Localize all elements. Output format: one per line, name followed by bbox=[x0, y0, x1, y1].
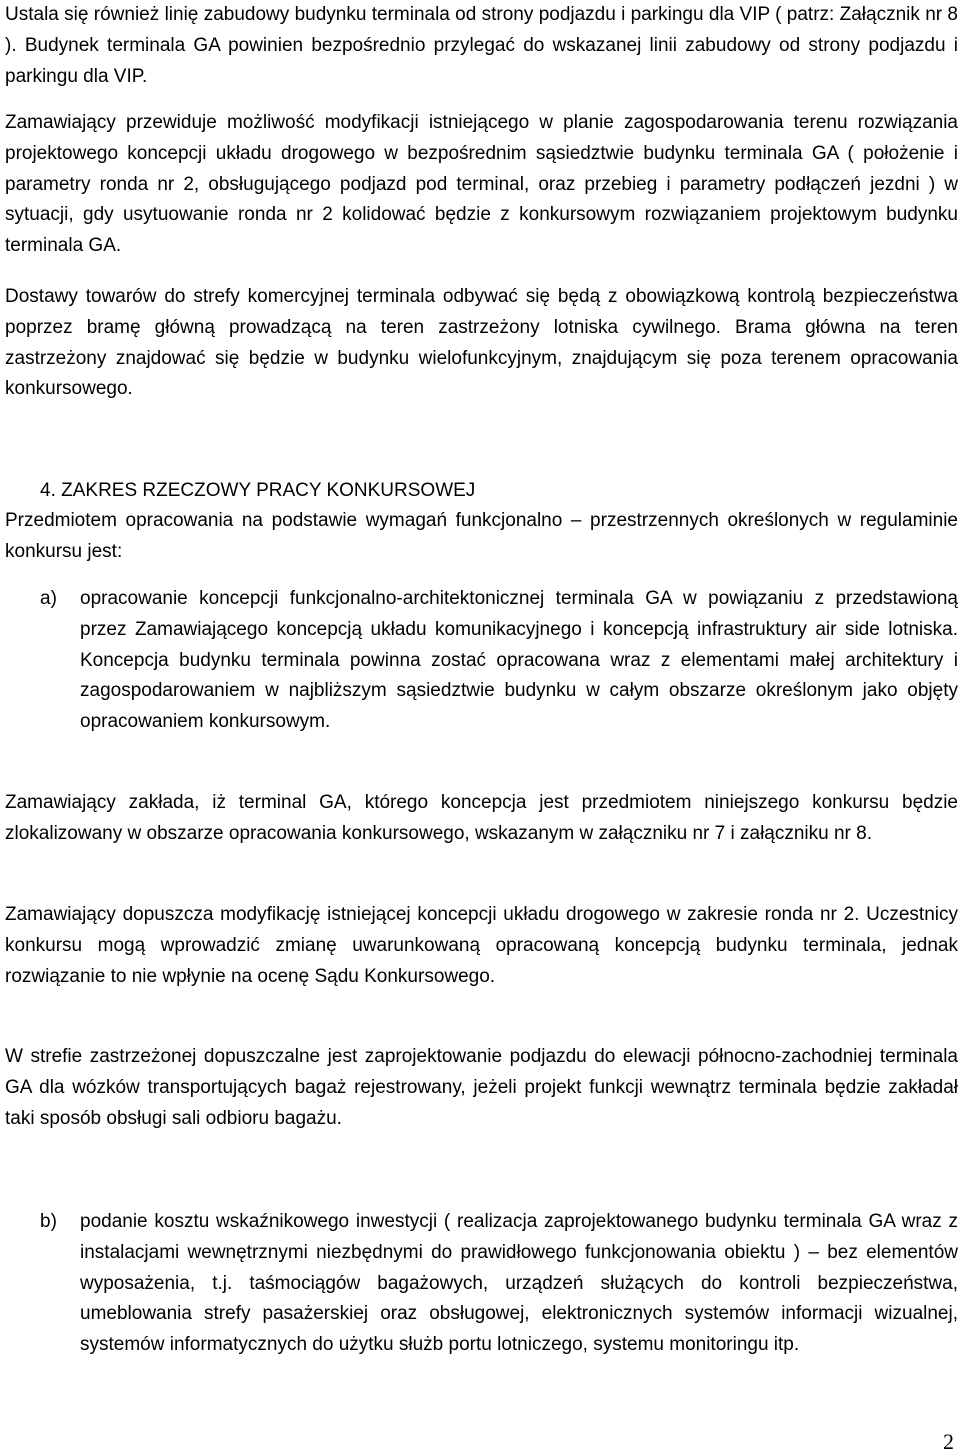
list-item-b bbox=[5, 1207, 958, 1361]
paragraph-road-modification: Zamawiający przewiduje możliwość modyfikacji istniejącego w planie zagospodarowania terenu rozwiązania projektowego koncepcji układu drogowego w bezpośrednim sąsiedztwie budynku terminala GA ( położenie i parametry ronda nr 2, obsługującego podjazd pod terminal, oraz przebieg i parametry podłączeń jezdni ) w sytuacji, gdy usytuowanie ronda nr 2 kolidować będzie z konkursowym rozwiązaniem projektowym budynku terminala GA. bbox=[5, 112, 958, 257]
list-marker-b: b) bbox=[40, 1211, 57, 1232]
list-item-a-text: opracowanie koncepcji funkcjonalno-architektonicznej terminala GA w powiązaniu z przedstawioną przez Zamawiającego koncepcją układu komunikacyjnego i koncepcją infrastruktury air side lotniska. Koncepcja budynku terminala powinna zostać opracowana wraz z elementami małej architektury i zagospodarowaniem w najbliższym sąsiedztwie budynku w całym obszarze określonym jako objęty opracowaniem konkursowym. bbox=[80, 588, 958, 733]
paragraph-goods-delivery: Dostawy towarów do strefy komercyjnej terminala odbywać się będą z obowiązkową kontrolą bezpieczeństwa poprzez bramę główną prowadzącą na teren zastrzeżony lotniska cywilnego. Brama główna na teren zastrzeżony znajdować się będzie w budynku wielofunkcyjnym, znajdującym się poza terenem opracowania konkursowego. bbox=[5, 286, 958, 400]
page-number: 2 bbox=[943, 1429, 954, 1454]
paragraph-terminal-location: Zamawiający zakłada, iż terminal GA, którego koncepcja jest przedmiotem niniejszego konkursu będzie zlokalizowany w obszarze opracowania konkursowego, wskazanym w załączniku nr 7 i załączniku nr 8. bbox=[5, 792, 958, 844]
section-heading: 4. ZAKRES RZECZOWY PRACY KONKURSOWEJ bbox=[40, 480, 476, 501]
paragraph-vip-building-line: Ustala się również linię zabudowy budynku terminala od strony podjazdu i parkingu dla VIP ( patrz: Załącznik nr 8 ). Budynek terminala GA powinien bezpośrednio przylegać do wskazanej linii zabudowy od strony podjazdu i parkingu dla VIP. bbox=[5, 4, 958, 87]
paragraph-roundabout-modification: Zamawiający dopuszcza modyfikację istniejącej koncepcji układu drogowego w zakresie ronda nr 2. Uczestnicy konkursu mogą wprowadzić zmianę uwarunkowaną opracowaną koncepcją budynku terminala, jednak rozwiązanie to nie wpłynie na ocenę Sądu Konkursowego. bbox=[5, 904, 958, 987]
list-item-b-text: podanie kosztu wskaźnikowego inwestycji ( realizacja zaprojektowanego budynku terminala GA wraz z instalacjami wewnętrznymi niezbędnymi do prawidłowego funkcjonowania obiektu ) – bez elementów wyposażenia, t.j. taśmociągów bagażowych, urządzeń służących do kontroli bezpieczeństwa, umeblowania strefy pasażerskiej oraz obsługowej, elektronicznych systemów informacji wizualnej, systemów informatycznych do użytku służb portu lotniczego, systemu monitoringu itp. bbox=[80, 1211, 958, 1356]
section-intro: Przedmiotem opracowania na podstawie wymagań funkcjonalno – przestrzennych określonych w regulaminie konkursu jest: bbox=[5, 510, 958, 562]
list-marker-a: a) bbox=[40, 588, 57, 609]
paragraph-restricted-zone: W strefie zastrzeżonej dopuszczalne jest zaprojektowanie podjazdu do elewacji północno-zachodniej terminala GA dla wózków transportujących bagaż rejestrowany, jeżeli projekt funkcji wewnątrz terminala będzie zakładał taki sposób obsługi sali odbioru bagażu. bbox=[5, 1046, 958, 1129]
list-item-a bbox=[5, 584, 958, 738]
